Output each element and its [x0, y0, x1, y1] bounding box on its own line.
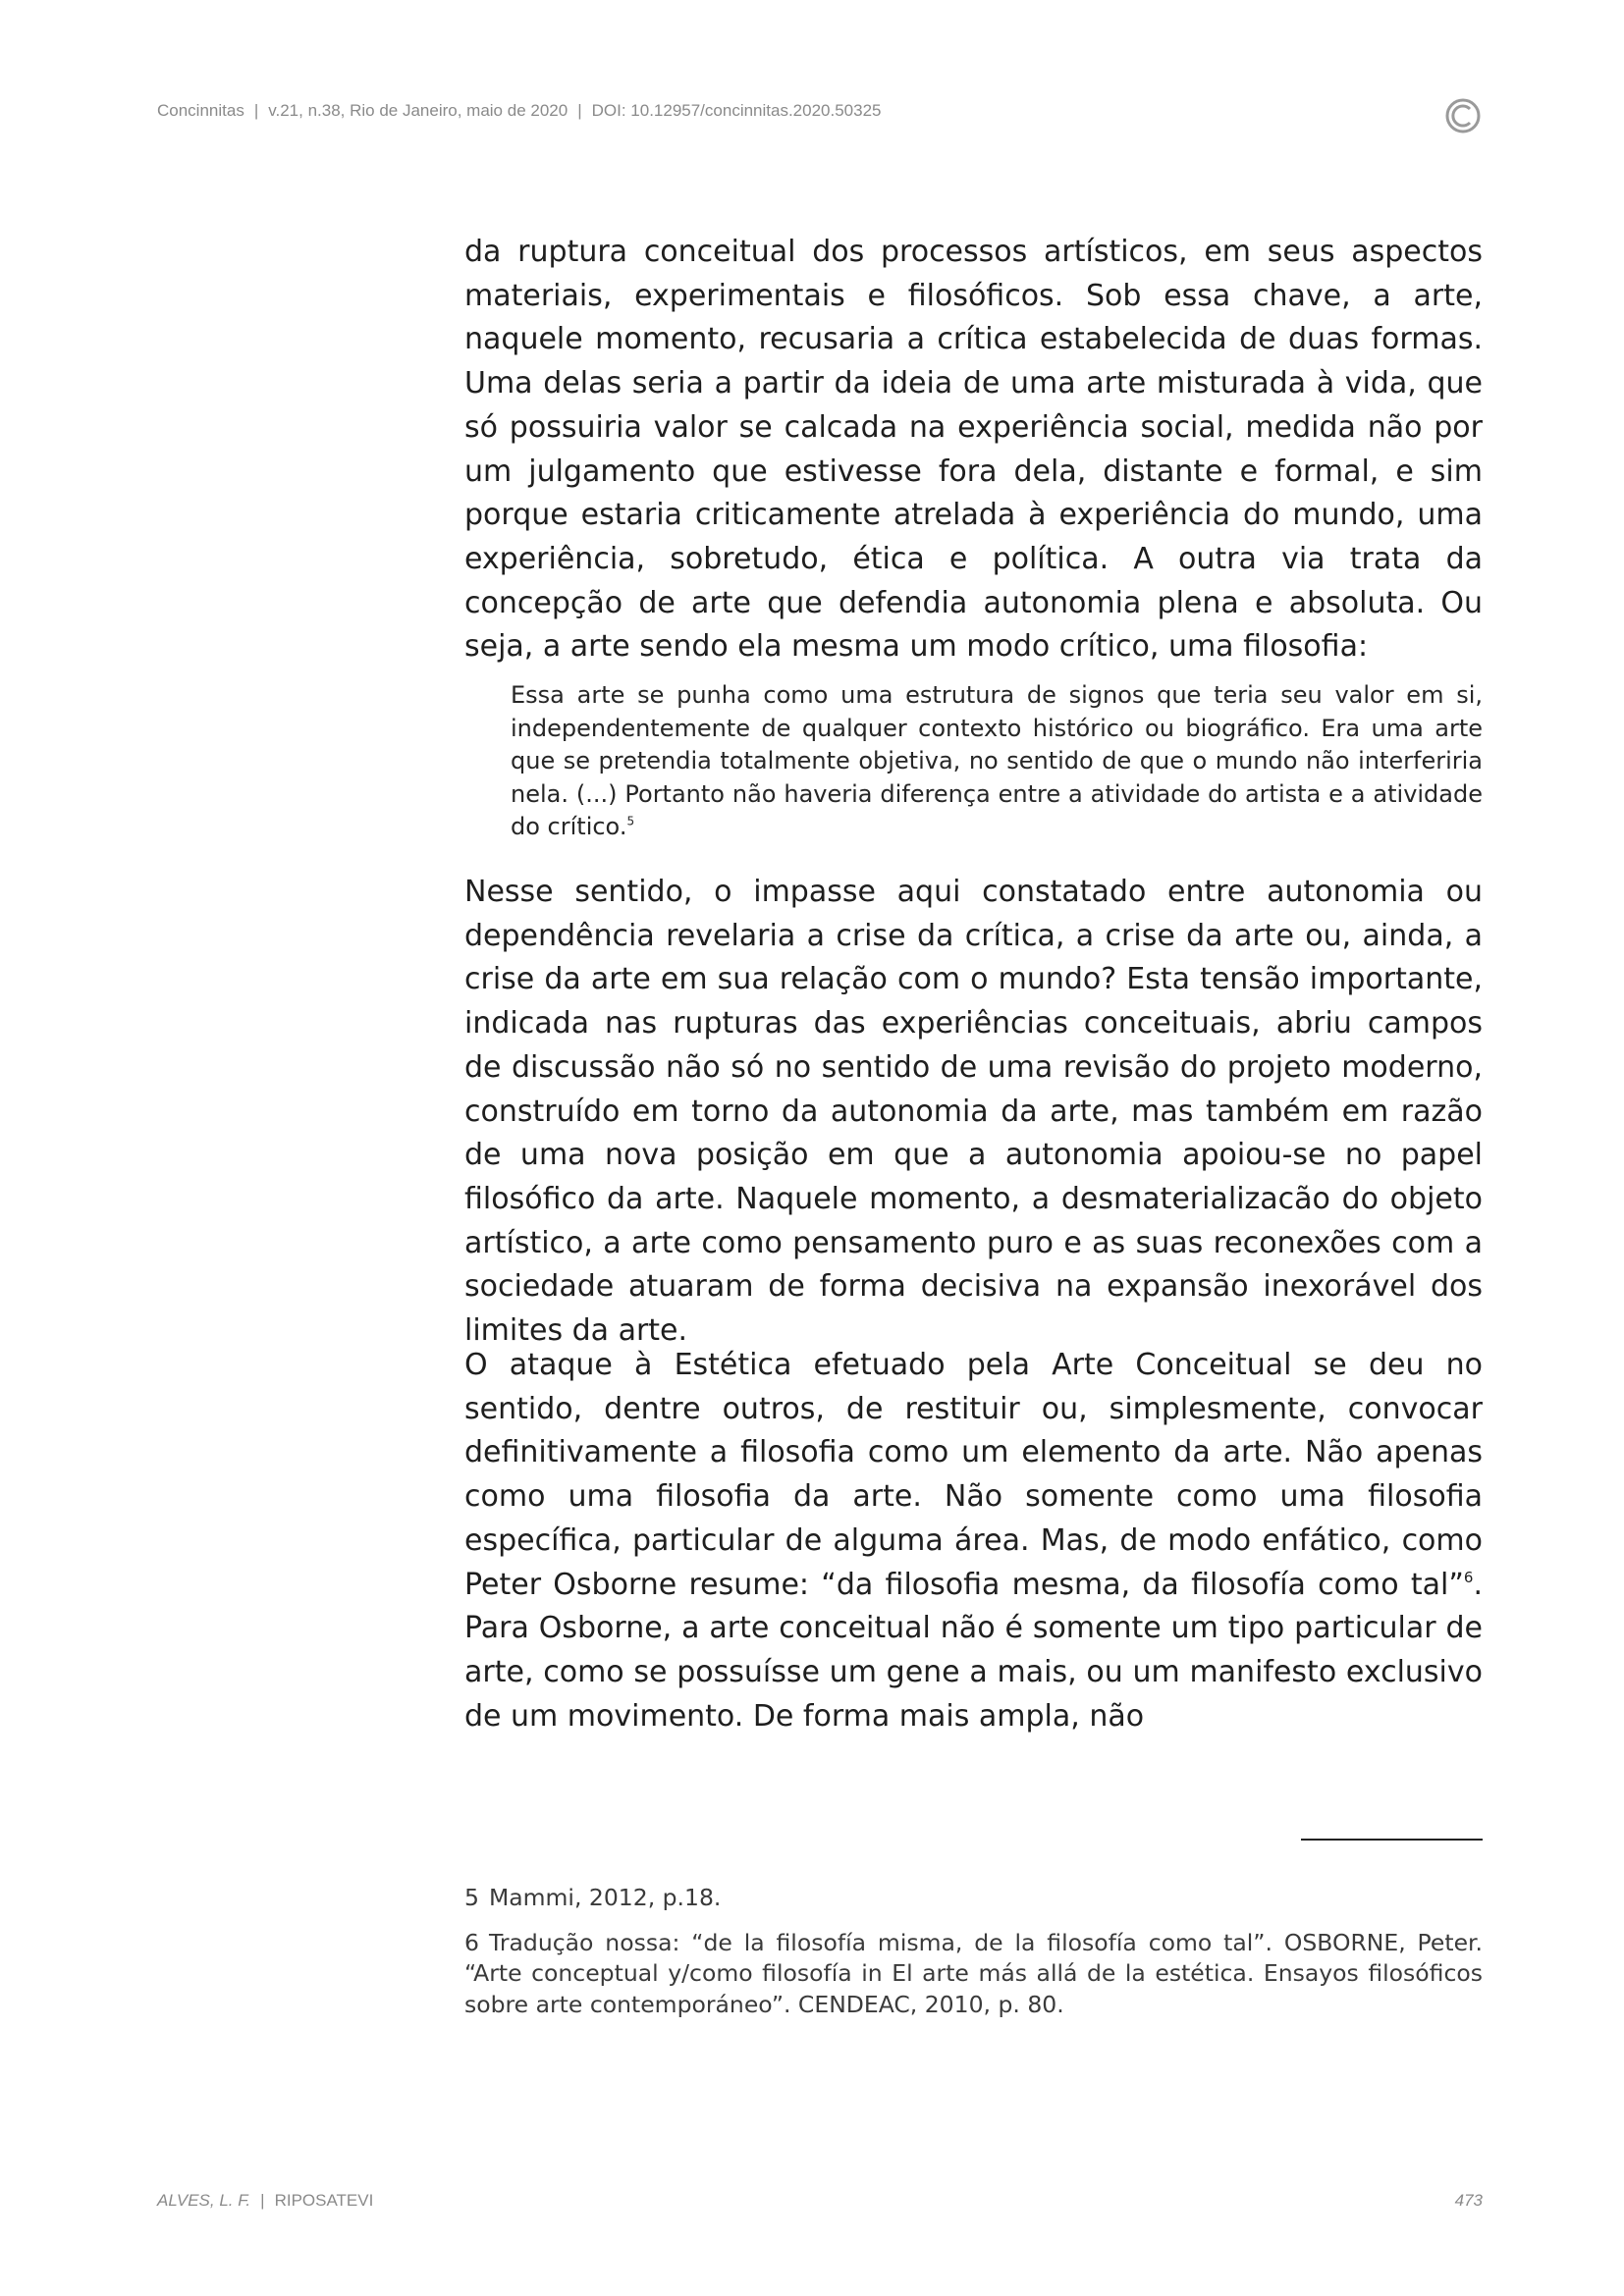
page-number: 473: [1454, 2191, 1483, 2210]
running-header: [157, 101, 882, 121]
paragraph-3-text-b: . Para Osborne, a arte conceitual não é somente um tipo particular de arte, como se possuísse um gene a mais, ou um manifesto exclusivo de um movimento. De forma mais ampla, não: [464, 1567, 1483, 1734]
issue-info: v.21, n.38, Rio de Janeiro, maio de 2020: [268, 101, 568, 120]
concinnitas-logo-icon: [1443, 96, 1483, 135]
block-quote: [511, 679, 1483, 844]
paragraph-2: Nesse sentido, o impasse aqui constatado entre autonomia ou dependência revelaria a crise da crítica, a crise da arte ou, ainda, a crise da arte em sua relação com o mundo? Esta tensão importante, indicada nas rupturas das experiências conceituais, abriu campos de discussão não só no sentido de uma revisão do projeto moderno, construído em torno da autonomia da arte, mas também em razão de uma nova posição em que a autonomia apoiou-se no papel filosófico da arte. Naquele momento, a desmaterializacão do objeto artístico, a arte como pensamento puro e as suas reconexões com a sociedade atuaram de forma decisiva na expansão inexorável dos limites da arte.: [464, 875, 1483, 1349]
footnote-5: [464, 1883, 1483, 1914]
quote-text: Essa arte se punha como uma estrutura de signos que teria seu valor em si, independentemente de qualquer contexto histórico ou biográfico. Era uma arte que se pretendia totalmente objetiva, no sentido de que o mundo não interferiria nela. (...) Portanto não haveria diferença entre a atividade do artista e a atividade do crítico.: [511, 681, 1483, 840]
header-separator: |: [253, 101, 259, 120]
footer-author: ALVES, L. F.: [157, 2191, 251, 2210]
paragraph-1: da ruptura conceitual dos processos artísticos, em seus aspectos materiais, experimentais e filosóficos. Sob essa chave, a arte, naquele momento, recusaria a crítica estabelecida de duas formas. Uma delas seria a partir da ideia de uma arte misturada à vida, que só possuiria valor se calcada na experiência social, medida não por um julgamento que estivesse fora dela, distante e formal, e sim porque estaria criticamente atrelada à experiência do mundo, uma experiência, sobretudo, ética e política. A outra via trata da concepção de arte que defendia autonomia plena e absoluta. Ou seja, a arte sendo ela mesma um modo crítico, uma filosofia:: [464, 235, 1483, 665]
footnote-ref-5: 5: [626, 814, 635, 828]
footnote-number: 6: [464, 1928, 479, 1956]
footnote-ref-6: 6: [1463, 1568, 1474, 1586]
doi: DOI: 10.12957/concinnitas.2020.50325: [591, 101, 882, 120]
footer-separator: |: [260, 2191, 265, 2210]
footer-title: RIPOSATEVI: [274, 2191, 374, 2210]
footnotes: [464, 1883, 1483, 2034]
footnote-text: Mammi, 2012, p.18.: [488, 1884, 722, 1911]
running-footer: [157, 2191, 373, 2211]
paragraph-3: [464, 1344, 1483, 1738]
footnote-divider: [1301, 1839, 1483, 1841]
footnote-6: [464, 1928, 1483, 2021]
footnote-number: 5: [464, 1884, 479, 1911]
header-separator: |: [577, 101, 582, 120]
journal-name: Concinnitas: [157, 101, 244, 120]
paragraph-3-text-a: O ataque à Estética efetuado pela Arte Conceitual se deu no sentido, dentre outros, de restituir ou, simplesmente, convocar definitivamente a filosofia como um elemento da arte. Não apenas como uma filosofia da arte. Não somente como uma filosofia específica, particular de alguma área. Mas, de modo enfático, como Peter Osborne resume: “da filosofia mesma, da filosofía como tal”: [464, 1348, 1483, 1602]
footnote-text: Tradução nossa: “de la filosofía misma, de la filosofía como tal”. OSBORNE, Peter. “Arte conceptual y/como filosofía in El arte más allá de la estética. Ensayos filosóficos sobre arte contemporáneo”. CENDEAC, 2010, p. 80.: [464, 1928, 1483, 2018]
